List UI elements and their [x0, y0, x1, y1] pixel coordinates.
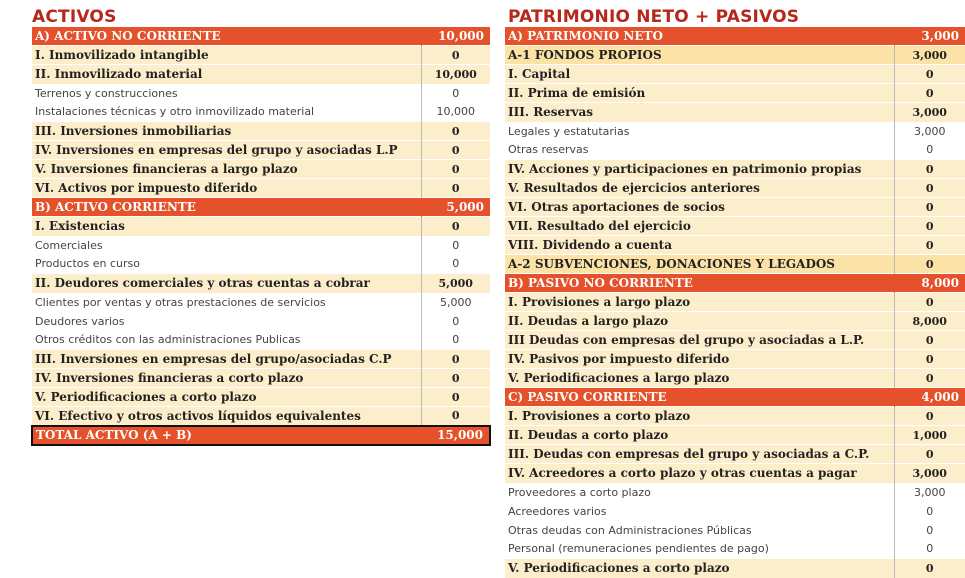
row-label: V. Periodificaciones a corto plazo — [32, 388, 421, 407]
row-label: V. Inversiones financieras a largo plazo — [32, 160, 421, 179]
row-label: Acreedores varios — [505, 502, 894, 521]
row-value: 5,000 — [421, 293, 490, 312]
row-label: IV. Acreedores a corto plazo y otras cuentas a pagar — [505, 464, 894, 483]
row-label: C) PASIVO CORRIENTE — [505, 388, 894, 407]
row-label: I. Provisiones a corto plazo — [505, 407, 894, 426]
row-label: I. Provisiones a largo plazo — [505, 293, 894, 312]
group-row — [505, 350, 965, 369]
row-value: 10,000 — [421, 65, 490, 84]
row-value: 0 — [421, 407, 490, 426]
row-label: III. Reservas — [505, 103, 894, 122]
row-value: 0 — [421, 141, 490, 160]
group-row — [505, 255, 965, 274]
group-row — [505, 559, 965, 578]
detail-row — [32, 236, 490, 255]
row-label: VI. Otras aportaciones de socios — [505, 198, 894, 217]
row-value: 3,000 — [894, 122, 965, 141]
row-label: IV. Inversiones en empresas del grupo y asociadas L.P — [32, 141, 421, 160]
row-value: 0 — [421, 369, 490, 388]
detail-row — [505, 141, 965, 160]
group-row — [505, 84, 965, 103]
row-value: 0 — [421, 312, 490, 331]
detail-row — [32, 84, 490, 103]
detail-row — [32, 103, 490, 122]
row-value: 0 — [421, 84, 490, 103]
section-header-row — [505, 388, 965, 407]
group-row — [505, 65, 965, 84]
row-value: 15,000 — [421, 426, 490, 445]
row-value: 0 — [421, 255, 490, 274]
row-value: 8,000 — [894, 312, 965, 331]
row-value: 0 — [894, 369, 965, 388]
row-value: 5,000 — [421, 274, 490, 293]
row-label: B) PASIVO NO CORRIENTE — [505, 274, 894, 293]
row-label: III. Inversiones en empresas del grupo/asociadas C.P — [32, 350, 421, 369]
group-row — [505, 46, 965, 65]
row-label: Clientes por ventas y otras prestaciones de servicios — [32, 293, 421, 312]
row-value: 0 — [421, 46, 490, 65]
group-row — [32, 274, 490, 293]
detail-row — [32, 312, 490, 331]
group-row — [32, 141, 490, 160]
detail-row — [505, 502, 965, 521]
row-value: 8,000 — [894, 274, 965, 293]
detail-row — [32, 331, 490, 350]
group-row — [505, 312, 965, 331]
row-value: 0 — [894, 255, 965, 274]
row-value: 0 — [421, 388, 490, 407]
row-value: 1,000 — [894, 426, 965, 445]
group-row — [505, 160, 965, 179]
row-value: 0 — [421, 122, 490, 141]
row-label: Otros créditos con las administraciones Publicas — [32, 331, 421, 350]
row-label: V. Periodificaciones a corto plazo — [505, 559, 894, 578]
row-label: I. Existencias — [32, 217, 421, 236]
row-label: I. Capital — [505, 65, 894, 84]
row-label: II. Deudores comerciales y otras cuentas a cobrar — [32, 274, 421, 293]
section-header-row — [32, 198, 490, 217]
row-label: Instalaciones técnicas y otro inmovilizado material — [32, 103, 421, 122]
row-value: 0 — [894, 331, 965, 350]
row-label: VIII. Dividendo a cuenta — [505, 236, 894, 255]
row-label: Proveedores a corto plazo — [505, 483, 894, 502]
row-label: III. Inversiones inmobiliarias — [32, 122, 421, 141]
row-label: III. Deudas con empresas del grupo y asociadas a C.P. — [505, 445, 894, 464]
row-value: 0 — [894, 540, 965, 559]
group-row — [32, 65, 490, 84]
row-label: IV. Inversiones financieras a corto plazo — [32, 369, 421, 388]
row-label: TOTAL ACTIVO (A + B) — [32, 426, 421, 445]
row-value: 0 — [894, 217, 965, 236]
row-value: 0 — [421, 350, 490, 369]
row-label: Otras deudas con Administraciones Públicas — [505, 521, 894, 540]
group-row — [32, 46, 490, 65]
row-value: 3,000 — [894, 27, 965, 46]
group-row — [32, 179, 490, 198]
row-label: VI. Efectivo y otros activos líquidos equivalentes — [32, 407, 421, 426]
row-value: 3,000 — [894, 103, 965, 122]
total-row — [32, 426, 490, 445]
group-row — [505, 407, 965, 426]
row-value: 10,000 — [421, 27, 490, 46]
patrimonio-pasivos-title: PATRIMONIO NETO + PASIVOS — [508, 7, 800, 27]
row-label: Comerciales — [32, 236, 421, 255]
detail-row — [32, 293, 490, 312]
row-value: 3,000 — [894, 464, 965, 483]
detail-row — [505, 540, 965, 559]
section-header-row — [505, 274, 965, 293]
row-label: Otras reservas — [505, 141, 894, 160]
group-row — [505, 464, 965, 483]
row-value: 0 — [894, 350, 965, 369]
detail-row — [505, 483, 965, 502]
row-label: A) ACTIVO NO CORRIENTE — [32, 27, 421, 46]
row-label: IV. Pasivos por impuesto diferido — [505, 350, 894, 369]
group-row — [505, 331, 965, 350]
detail-row — [505, 122, 965, 141]
row-label: II. Inmovilizado material — [32, 65, 421, 84]
row-value: 4,000 — [894, 388, 965, 407]
row-label: A) PATRIMONIO NETO — [505, 27, 894, 46]
row-label: II. Prima de emisión — [505, 84, 894, 103]
row-value: 0 — [894, 236, 965, 255]
group-row — [32, 217, 490, 236]
row-value: 0 — [421, 217, 490, 236]
group-row — [32, 122, 490, 141]
row-value: 0 — [894, 160, 965, 179]
detail-row — [32, 255, 490, 274]
row-label: II. Deudas a corto plazo — [505, 426, 894, 445]
patrimonio-pasivos-table — [505, 26, 965, 578]
section-header-row — [32, 27, 490, 46]
row-value: 0 — [894, 179, 965, 198]
section-header-row — [505, 27, 965, 46]
row-value: 0 — [894, 293, 965, 312]
group-row — [505, 103, 965, 122]
row-label: Terrenos y construcciones — [32, 84, 421, 103]
group-row — [505, 369, 965, 388]
row-value: 0 — [421, 160, 490, 179]
row-value: 0 — [894, 445, 965, 464]
row-label: Productos en curso — [32, 255, 421, 274]
group-row — [32, 369, 490, 388]
row-label: V. Periodificaciones a largo plazo — [505, 369, 894, 388]
row-value: 10,000 — [421, 103, 490, 122]
row-label: II. Deudas a largo plazo — [505, 312, 894, 331]
row-value: 0 — [421, 236, 490, 255]
row-label: Deudores varios — [32, 312, 421, 331]
row-value: 0 — [894, 84, 965, 103]
group-row — [505, 198, 965, 217]
row-value: 0 — [894, 141, 965, 160]
row-value: 0 — [894, 502, 965, 521]
detail-row — [505, 521, 965, 540]
row-value: 0 — [421, 331, 490, 350]
group-row — [32, 160, 490, 179]
row-label: A-2 SUBVENCIONES, DONACIONES Y LEGADOS — [505, 255, 894, 274]
row-value: 0 — [894, 559, 965, 578]
group-row — [32, 407, 490, 426]
group-row — [505, 445, 965, 464]
row-label: V. Resultados de ejercicios anteriores — [505, 179, 894, 198]
row-label: VII. Resultado del ejercicio — [505, 217, 894, 236]
row-value: 0 — [894, 407, 965, 426]
row-label: B) ACTIVO CORRIENTE — [32, 198, 421, 217]
group-row — [505, 217, 965, 236]
row-label: III Deudas con empresas del grupo y asociadas a L.P. — [505, 331, 894, 350]
row-label: A-1 FONDOS PROPIOS — [505, 46, 894, 65]
row-value: 0 — [421, 179, 490, 198]
row-value: 5,000 — [421, 198, 490, 217]
group-row — [505, 293, 965, 312]
activos-table — [31, 26, 491, 446]
row-label: I. Inmovilizado intangible — [32, 46, 421, 65]
row-value: 3,000 — [894, 46, 965, 65]
row-value: 0 — [894, 198, 965, 217]
row-value: 0 — [894, 65, 965, 84]
group-row — [505, 236, 965, 255]
row-label: Personal (remuneraciones pendientes de pago) — [505, 540, 894, 559]
group-row — [505, 426, 965, 445]
row-value: 3,000 — [894, 483, 965, 502]
group-row — [505, 179, 965, 198]
row-label: VI. Activos por impuesto diferido — [32, 179, 421, 198]
row-label: Legales y estatutarias — [505, 122, 894, 141]
activos-title: ACTIVOS — [32, 7, 117, 27]
row-label: IV. Acciones y participaciones en patrimonio propias — [505, 160, 894, 179]
group-row — [32, 350, 490, 369]
group-row — [32, 388, 490, 407]
row-value: 0 — [894, 521, 965, 540]
